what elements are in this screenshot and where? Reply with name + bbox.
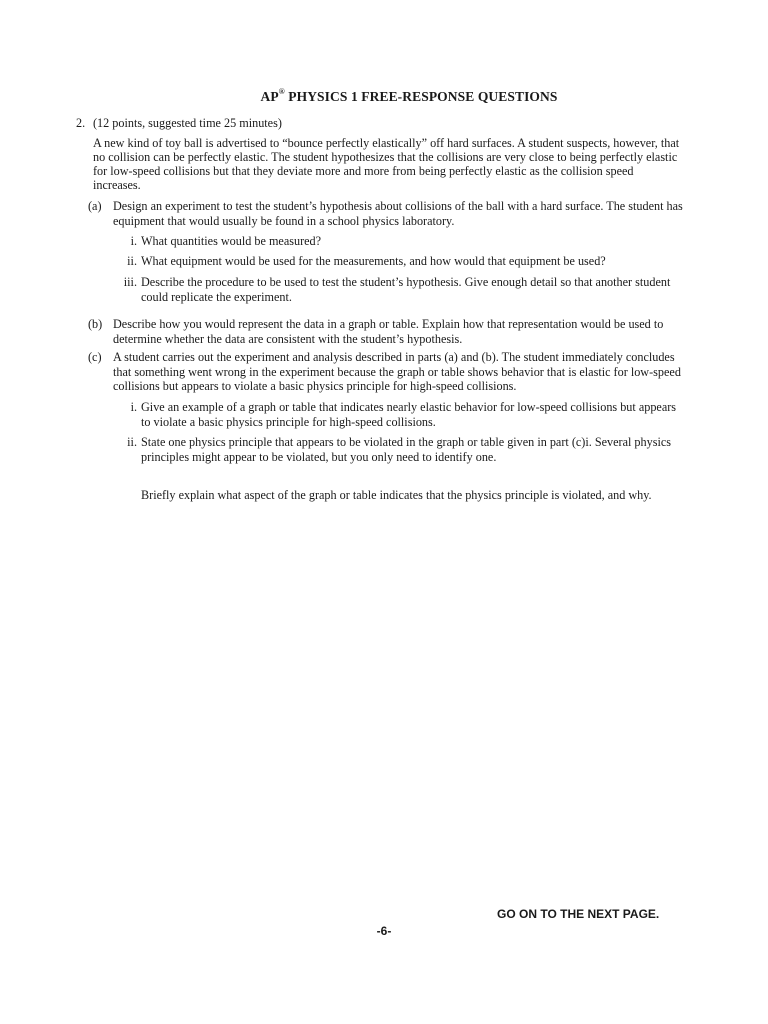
part-c-label: (c): [88, 350, 102, 364]
part-a-item-label: ii.: [127, 254, 137, 268]
part-a-item-text: What quantities would be measured?: [141, 234, 322, 248]
page-title: [0, 89, 768, 105]
part-a-item-label: i.: [130, 234, 137, 248]
title-text: PHYSICS 1 FREE-RESPONSE QUESTIONS: [284, 89, 558, 104]
part-c-text: A student carries out the experiment and analysis described in parts (a) and (b). The student immediately concludes that something went wrong in the experiment because the graph or table shows behavior that is elastic for low-speed collisions but appears to violate a basic physics principle for high-speed collisions.: [113, 350, 681, 393]
part-b-label: (b): [88, 317, 103, 331]
go-on-notice: GO ON TO THE NEXT PAGE.: [497, 907, 660, 921]
part-c-item-text: State one physics principle that appears to be violated in the graph or table given in part (c)i. Several physics principles might appear to be violated, but you only need to identify one.: [141, 435, 671, 464]
part-a-item-text: What equipment would be used for the measurements, and how would that equipment be used?: [141, 254, 606, 268]
question-heading: (12 points, suggested time 25 minutes): [93, 116, 282, 130]
part-a-label: (a): [88, 199, 102, 213]
part-a-text: Design an experiment to test the student’s hypothesis about collisions of the ball with a hard surface. The student has equipment that would usually be found in a school physics laboratory.: [113, 199, 683, 228]
part-b-text: Describe how you would represent the data in a graph or table. Explain how that representation would be used to determine whether the data are consistent with the student’s hypothesis.: [113, 317, 664, 346]
title-prefix: AP: [260, 89, 279, 104]
page-number: -6-: [376, 924, 392, 938]
part-c-item-text: Give an example of a graph or table that indicates nearly elastic behavior for low-speed collisions but appears to violate a basic physics principle for high-speed collisions.: [141, 400, 677, 429]
part-a-item-label: iii.: [123, 275, 137, 289]
part-a-item-text: Describe the procedure to be used to test the student’s hypothesis. Give enough detail so that another student could replicate the experiment.: [141, 275, 671, 304]
question-number: 2.: [76, 116, 86, 130]
part-c-followup: Briefly explain what aspect of the graph or table indicates that the physics principle is violated, and why.: [141, 488, 652, 502]
question-intro: A new kind of toy ball is advertised to “bounce perfectly elastically” off hard surfaces. A student suspects, however, that no collision can be perfectly elastic. The student hypothesizes that the collisions are very close to being perfectly elastic for low-speed collisions but that they deviate more and more from being perfectly elastic as the collision speed increases.: [93, 136, 680, 192]
part-c-item-label: ii.: [127, 435, 137, 449]
part-c-item-label: i.: [130, 400, 137, 414]
registered-mark: ®: [278, 87, 285, 96]
